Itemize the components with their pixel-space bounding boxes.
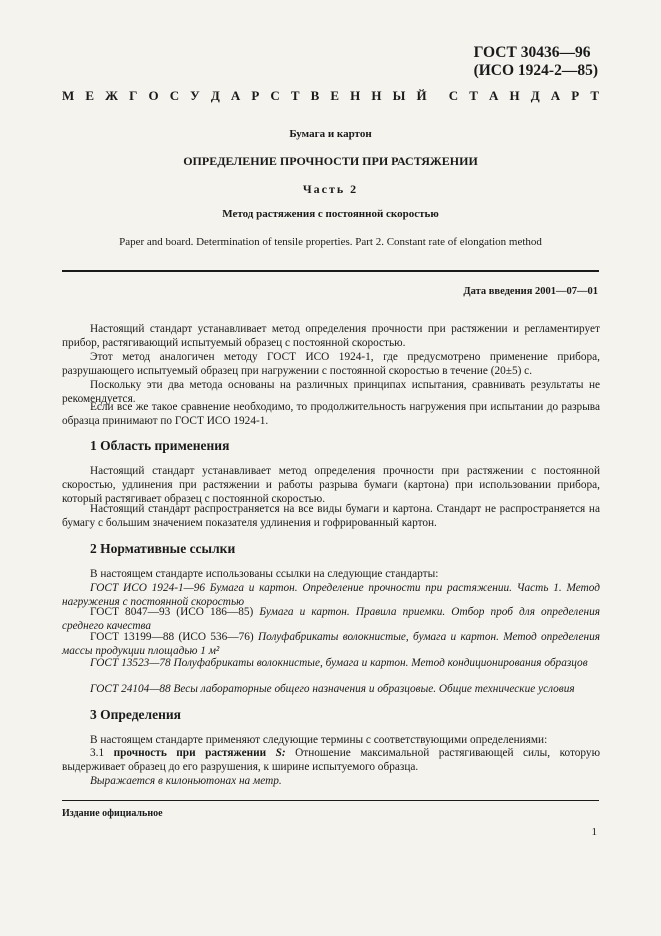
effective-date: Дата введения 2001—07—01: [463, 286, 598, 297]
intro-paragraph: Поскольку эти два метода основаны на различных принципах испытания, сравнивать результаты не рекомендуется.: [62, 379, 600, 405]
reference-code: ГОСТ ИСО 1924-1—96: [90, 582, 206, 594]
banner-letter: М: [62, 88, 75, 103]
definition-item: [62, 746, 600, 774]
document-title: ОПРЕДЕЛЕНИЕ ПРОЧНОСТИ ПРИ РАСТЯЖЕНИИ: [183, 154, 478, 168]
reference-item: [62, 656, 600, 670]
banner-letter: Ж: [105, 88, 118, 103]
banner-letter: Т: [590, 88, 599, 103]
banner-letter: С: [169, 88, 180, 103]
banner-letter: У: [190, 88, 200, 103]
banner-letter: А: [230, 88, 241, 103]
banner-letter: Р: [571, 88, 580, 103]
banner-letter: Н: [371, 88, 382, 103]
banner-letter: Й: [416, 88, 427, 103]
banner-letter: Д: [210, 88, 220, 103]
definition-text: Отношение максимальной растягивающей силы, которую выдерживает образец до его разрушения, к ширине испытуемого образца.: [62, 747, 601, 773]
intro-paragraph: Настоящий стандарт устанавливает метод определения прочности при растяжении и регламентирует прибор, растягивающий испытуемый образец с постоянной скоростью.: [62, 323, 600, 349]
banner-letter: Р: [251, 88, 260, 103]
banner-letter: В: [310, 88, 320, 103]
reference-title: Полуфабрикаты волокнистые, бумага и картон. Метод определения массы продукции площадью 1 м²: [62, 631, 600, 657]
definition-symbol: S:: [275, 747, 286, 759]
reference-code: ГОСТ 13523—78: [90, 657, 171, 669]
section-1-paragraph: Настоящий стандарт устанавливает метод определения прочности при растяжении с постоянной скоростью, удлинения при растяжении и работы разрыва бумаги (картона) при использовании прибора, который растягивает образец с постоянной скоростью.: [62, 465, 600, 505]
banner-letter: Т: [290, 88, 300, 103]
banner-letter: Ы: [392, 88, 406, 103]
english-title: Paper and board. Determination of tensile properties. Part 2. Constant rate of elongation method: [119, 236, 542, 248]
page-number: 1: [591, 826, 597, 838]
section-3-lead: В настоящем стандарте применяют следующие термины с соответствующими определениями:: [90, 734, 548, 746]
reference-code: ГОСТ 13199—88 (ИСО 536—76): [90, 631, 254, 643]
intro-paragraph: Если все же такое сравнение необходимо, то продолжительность нагружения при испытании до разрыва образца принимают по ГОСТ ИСО 1924-1.: [62, 401, 600, 427]
banner-letter: Д: [530, 88, 540, 103]
interstate-standard-banner: [62, 88, 599, 104]
reference-title: Бумага и картон. Правила приемки. Отбор проб для определения среднего качества: [62, 606, 601, 632]
banner-letter: Г: [129, 88, 138, 103]
section-1-heading: 1 Область применения: [90, 438, 230, 453]
title-divider: [62, 270, 599, 272]
reference-title: Бумага и картон. Определение прочности при растяжении. Часть 1. Метод нагружения с постоянной скоростью: [62, 582, 600, 608]
banner-letter: А: [489, 88, 499, 103]
section-1-paragraph: Настоящий стандарт распространяется на все виды бумаги и картона. Стандарт не распространяется на бумагу с большим значением показателя удлинения и гофрированный картон.: [62, 503, 600, 529]
banner-letter: Н: [350, 88, 361, 103]
section-3-heading: 3 Определения: [90, 707, 181, 722]
section-2-heading: 2 Нормативные ссылки: [90, 541, 236, 556]
banner-letter: Н: [509, 88, 520, 103]
reference-title: Полуфабрикаты волокнистые, бумага и картон. Метод кондиционирования образцов: [173, 657, 588, 669]
banner-letter: А: [550, 88, 561, 103]
edition-note: Издание официальное: [62, 808, 163, 819]
banner-letter: С: [448, 88, 459, 103]
definition-units: Выражается в килоньютонах на метр.: [90, 775, 282, 787]
footer-divider: [62, 800, 599, 801]
banner-letter: О: [148, 88, 159, 103]
banner-letter: С: [270, 88, 280, 103]
definition-number: 3.1: [90, 747, 105, 759]
reference-code: ГОСТ 24104—88: [90, 683, 171, 695]
iso-equivalent: (ИСО 1924-2—85): [473, 62, 598, 79]
banner-letter: Т: [469, 88, 478, 103]
definition-term: прочность при растяжении: [113, 747, 267, 759]
intro-paragraph: Этот метод аналогичен методу ГОСТ ИСО 1924-1, где предусмотрено применение прибора, разрушающего испытуемый образец при нагружении с постоянной скоростью в течение (20±5) с.: [62, 351, 600, 377]
reference-item: [62, 682, 600, 696]
banner-letter: Е: [85, 88, 95, 103]
standard-number: ГОСТ 30436—96: [473, 44, 591, 61]
reference-item: [62, 630, 600, 658]
standard-designation: [474, 44, 598, 80]
banner-letter: Е: [330, 88, 340, 103]
reference-item: [62, 605, 600, 633]
subject-title: Бумага и картон: [289, 128, 372, 140]
method-title: Метод растяжения с постоянной скоростью: [222, 208, 439, 220]
reference-code: ГОСТ 8047—93 (ИСО 186—85): [90, 606, 254, 618]
section-2-lead: В настоящем стандарте использованы ссылки на следующие стандарты:: [90, 568, 439, 580]
part-title: Часть 2: [302, 182, 359, 196]
reference-title: Весы лабораторные общего назначения и образцовые. Общие технические условия: [173, 683, 575, 695]
